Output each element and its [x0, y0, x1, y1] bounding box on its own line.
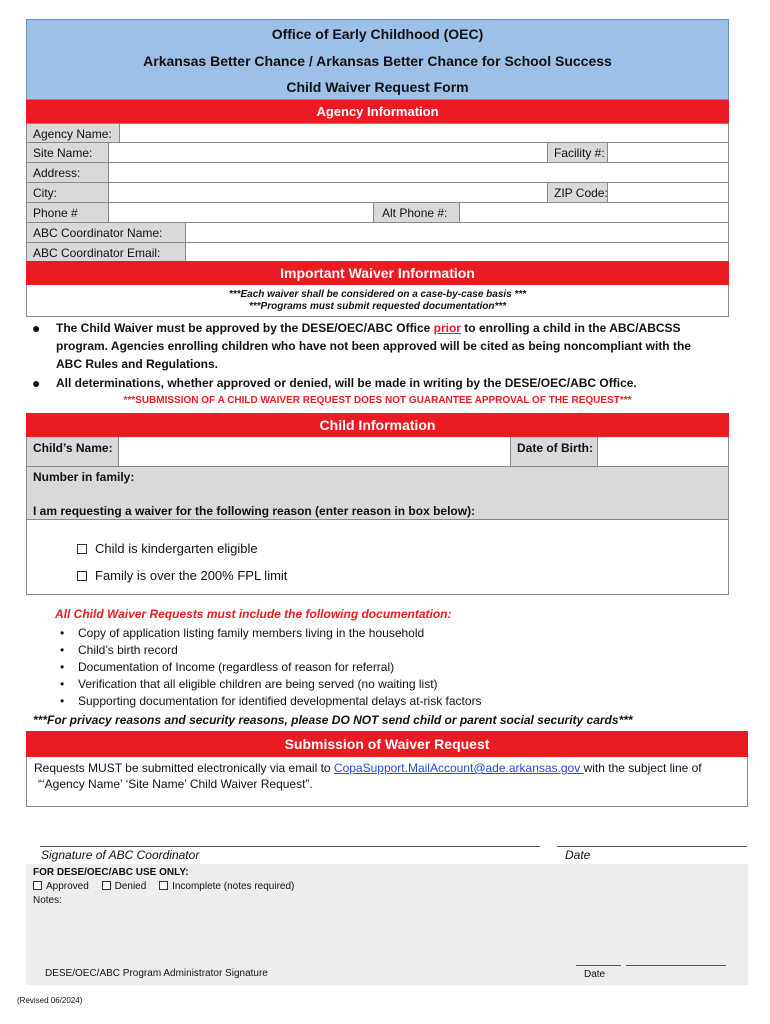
facility-field[interactable] [608, 143, 728, 162]
admin-date-line-short[interactable] [576, 965, 621, 966]
doc-item: • Supporting documentation for identified developmental delays at-risk factors [54, 693, 714, 710]
agency-name-label: Agency Name: [27, 124, 120, 142]
bullet-icon: ● [32, 320, 41, 336]
kindergarten-checkbox[interactable] [77, 544, 87, 554]
documentation-list [54, 625, 714, 710]
doc-item: • Documentation of Income (regardless of reason for referral) [54, 659, 714, 676]
header-office: Office of Early Childhood (OEC) [271, 26, 484, 42]
bullet1-text-post: to enrolling a child in the ABC/ABCSS program. Agencies enrolling children who have not been approved will be cited as being noncompliant with the ABC Rules and Regulations. [56, 321, 691, 371]
revised-date: (Revised 06/2024) [17, 996, 83, 1005]
site-name-row [26, 143, 729, 163]
header-program: Arkansas Better Chance / Arkansas Better Chance for School Success [143, 53, 612, 69]
waiver-notes-box [26, 285, 729, 317]
zip-label: ZIP Code: [547, 183, 608, 202]
coordinator-name-label: ABC Coordinator Name: [27, 223, 186, 242]
family-reason-box [26, 467, 729, 520]
option-kindergarten[interactable] [77, 541, 258, 556]
address-label: Address: [27, 163, 109, 182]
city-field[interactable] [109, 183, 547, 202]
approved-checkbox[interactable] [33, 881, 42, 890]
coordinator-date-label: Date [565, 848, 591, 862]
admin-date-line[interactable] [626, 965, 726, 966]
admin-signature-label: DESE/OEC/ABC Program Administrator Signature [45, 968, 268, 979]
waiver-info-section-title: Important Waiver Information [26, 261, 729, 285]
reason-instruction: I am requesting a waiver for the following reason (enter reason in box below): [33, 504, 476, 518]
incomplete-label: Incomplete (notes required) [172, 881, 295, 892]
privacy-note: ***For privacy reasons and security reasons, please DO NOT send child or parent social security cards*** [33, 713, 633, 727]
office-use-title: FOR DESE/OEC/ABC USE ONLY: [33, 867, 189, 878]
option-fpl[interactable] [77, 568, 287, 583]
dob-label: Date of Birth: [510, 437, 598, 466]
submission-box [26, 757, 748, 807]
doc-item: • Copy of application listing family members living in the household [54, 625, 714, 642]
child-section-title: Child Information [26, 413, 729, 437]
agency-name-row [26, 123, 729, 143]
kindergarten-label: Child is kindergarten eligible [95, 541, 258, 556]
child-name-row [26, 437, 729, 467]
address-row [26, 163, 729, 183]
documentation-heading: All Child Waiver Requests must include the following documentation: [55, 607, 452, 621]
coordinator-date-line[interactable] [557, 846, 747, 847]
coordinator-name-field[interactable] [186, 223, 728, 242]
approved-label: Approved [46, 881, 89, 892]
dob-field[interactable] [598, 437, 728, 466]
address-field[interactable] [109, 163, 728, 182]
coordinator-email-label: ABC Coordinator Email: [27, 243, 186, 262]
coordinator-email-field[interactable] [186, 243, 728, 262]
coordinator-name-row [26, 223, 729, 243]
submission-section-title: Submission of Waiver Request [26, 731, 748, 757]
waiver-warning: ***SUBMISSION OF A CHILD WAIVER REQUEST DOES NOT GUARANTEE APPROVAL OF THE REQUEST*** [123, 395, 632, 406]
form-header [26, 19, 729, 100]
coordinator-signature-label: Signature of ABC Coordinator [41, 848, 200, 862]
reason-box [26, 520, 729, 595]
office-use-box [26, 864, 748, 985]
submission-text-post: with the subject line of [583, 761, 702, 775]
submission-text-pre: Requests MUST be submitted electronically via email to [34, 761, 334, 775]
agency-name-field[interactable] [120, 124, 728, 142]
waiver-bullet-determinations [30, 374, 710, 392]
admin-date-label: Date [584, 969, 606, 980]
phone-label: Phone # [27, 203, 109, 222]
family-number-label: Number in family: [33, 470, 135, 484]
coordinator-signature-line[interactable] [40, 846, 540, 847]
bullet2-text: All determinations, whether approved or denied, will be made in writing by the DESE/OEC/ABC Office. [56, 376, 637, 390]
alt-phone-field[interactable] [460, 203, 728, 222]
bullet-icon: ● [32, 375, 41, 391]
header-form-title: Child Waiver Request Form [286, 79, 469, 95]
waiver-bullet-approval [30, 319, 710, 373]
zip-field[interactable] [608, 183, 728, 202]
incomplete-option[interactable] [159, 881, 294, 892]
coordinator-email-row [26, 243, 729, 263]
phone-row [26, 203, 729, 223]
child-name-field[interactable] [119, 437, 510, 466]
fpl-checkbox[interactable] [77, 571, 87, 581]
denied-label: Denied [114, 881, 147, 892]
alt-phone-label: Alt Phone #: [373, 203, 460, 222]
notes-label: Notes: [33, 895, 62, 906]
denied-checkbox[interactable] [102, 881, 111, 890]
bullet1-prior: prior [433, 321, 461, 335]
waiver-note-case-by-case: ***Each waiver shall be considered on a case-by-case basis *** [228, 289, 527, 300]
site-name-field[interactable] [109, 143, 547, 162]
waiver-note-documentation: ***Programs must submit requested documentation*** [248, 301, 507, 312]
submission-subject-line: “‘Agency Name’ ‘Site Name’ Child Waiver Request”. [38, 777, 313, 791]
submission-email-link[interactable]: CopaSupport.MailAccount@ade.arkansas.gov [333, 761, 584, 775]
denied-option[interactable] [102, 881, 147, 892]
site-name-label: Site Name: [27, 143, 109, 162]
phone-field[interactable] [109, 203, 373, 222]
facility-label: Facility #: [547, 143, 608, 162]
bullet1-text-pre: The Child Waiver must be approved by the DESE/OEC/ABC Office [56, 321, 434, 335]
approved-option[interactable] [33, 881, 89, 892]
city-row [26, 183, 729, 203]
office-status-options [33, 881, 294, 892]
incomplete-checkbox[interactable] [159, 881, 168, 890]
agency-section-title: Agency Information [26, 100, 729, 123]
doc-item: • Child’s birth record [54, 642, 714, 659]
city-label: City: [27, 183, 109, 202]
child-name-label: Child’s Name: [27, 437, 119, 466]
doc-item: • Verification that all eligible children are being served (no waiting list) [54, 676, 714, 693]
fpl-label: Family is over the 200% FPL limit [95, 568, 288, 583]
